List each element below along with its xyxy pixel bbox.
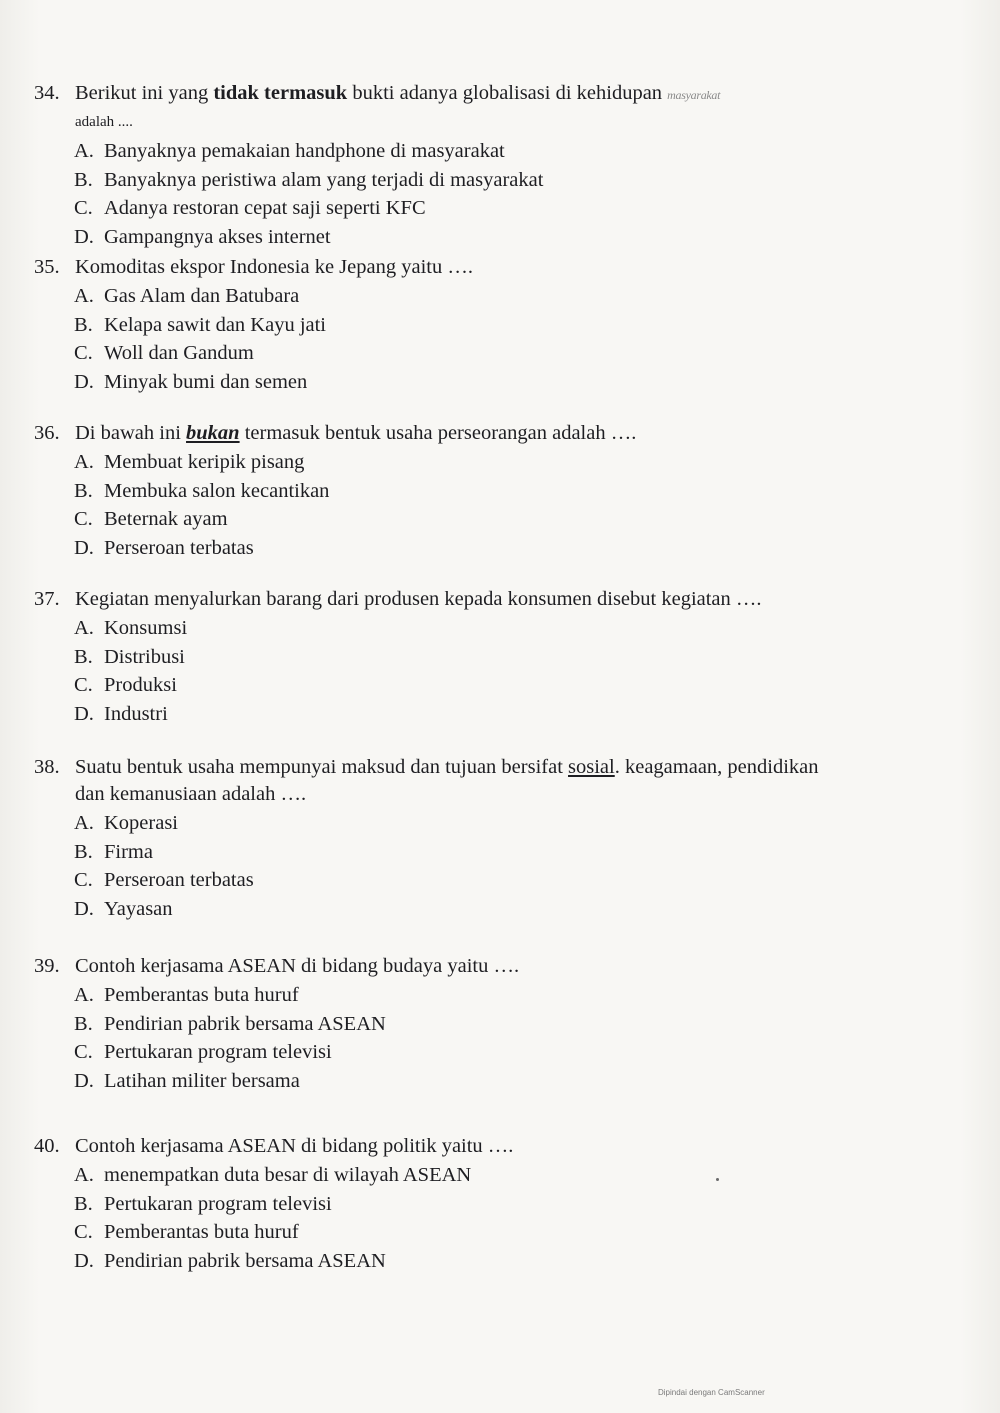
options-list (34, 1161, 944, 1275)
question-text: . keagamaan, pendidikan (614, 756, 819, 778)
option-text: Distribusi (104, 645, 185, 668)
option-b (34, 166, 944, 195)
question-text: Berikut ini yang (75, 82, 214, 104)
option-letter: B. (74, 1012, 93, 1035)
option-c (34, 505, 944, 534)
question-number: 39. (34, 955, 60, 977)
question-underlined: sosial (568, 756, 615, 778)
question-36-stem (34, 420, 944, 447)
option-d (34, 895, 944, 924)
option-text: Gas Alam dan Batubara (104, 285, 300, 307)
option-text: Industri (104, 702, 168, 725)
option-b (34, 477, 944, 506)
option-c (34, 671, 944, 700)
option-text: Pertukaran program televisi (104, 1041, 332, 1064)
question-emphasis: tidak termasuk (213, 82, 348, 104)
question-text: termasuk bentuk usaha perseorangan adalah …. (239, 422, 637, 444)
question-36 (34, 420, 944, 562)
option-d (34, 1067, 944, 1096)
option-d (34, 223, 944, 252)
option-letter: D. (74, 897, 94, 920)
option-letter: C. (74, 1041, 93, 1064)
option-text: Perseroan terbatas (104, 869, 254, 892)
options-list (34, 614, 944, 728)
question-text: bukti adanya globalisasi di kehidupan (347, 82, 668, 104)
option-letter: C. (74, 508, 93, 531)
option-d (34, 1247, 944, 1276)
option-letter: D. (74, 1249, 94, 1272)
option-letter: C. (74, 674, 93, 697)
option-text: Woll dan Gandum (104, 342, 254, 365)
option-text: Pendirian pabrik bersama ASEAN (104, 1012, 386, 1035)
option-text: Yayasan (104, 897, 173, 920)
option-text: Firma (104, 840, 153, 863)
option-c (34, 866, 944, 895)
option-letter: A. (74, 617, 94, 639)
option-text: Kelapa sawit dan Kayu jati (104, 313, 327, 336)
option-text: Produksi (104, 674, 177, 697)
option-letter: A. (74, 1164, 94, 1186)
option-letter: A. (74, 285, 94, 307)
option-letter: B. (74, 840, 93, 863)
option-letter: A. (74, 451, 94, 473)
question-number: 34. (34, 82, 60, 104)
option-letter: B. (74, 645, 93, 668)
question-37-stem (34, 586, 944, 613)
option-text: Banyaknya peristiwa alam yang terjadi di masyarakat (104, 168, 544, 191)
scan-speck (716, 1178, 719, 1181)
question-text: Contoh kerjasama ASEAN di bidang politik yaitu …. (75, 1135, 514, 1157)
option-a (34, 981, 944, 1010)
option-d (34, 534, 944, 563)
question-40-stem (34, 1133, 944, 1160)
option-b (34, 643, 944, 672)
option-text: Latihan militer bersama (104, 1069, 300, 1092)
option-letter: B. (74, 1192, 93, 1215)
option-a (34, 1161, 944, 1190)
option-c (34, 1218, 944, 1247)
option-letter: A. (74, 140, 94, 162)
question-number: 37. (34, 588, 60, 610)
question-text: Contoh kerjasama ASEAN di bidang budaya yaitu …. (75, 955, 520, 977)
options-list (34, 981, 944, 1095)
options-list (34, 282, 944, 396)
option-b (34, 1010, 944, 1039)
question-text: Di bawah ini (75, 422, 187, 444)
option-letter: C. (74, 1221, 93, 1244)
option-letter: B. (74, 479, 93, 502)
option-b (34, 1190, 944, 1219)
scanner-watermark: Dipindai dengan CamScanner (658, 1388, 765, 1397)
option-text: Gampangnya akses internet (104, 225, 331, 248)
question-emphasis: bukan (186, 422, 240, 444)
option-letter: D. (74, 1069, 94, 1092)
option-text: Konsumsi (104, 617, 188, 639)
options-list (34, 809, 944, 923)
option-letter: A. (74, 812, 94, 834)
question-34 (34, 80, 944, 251)
option-letter: C. (74, 869, 93, 892)
question-text: Kegiatan menyalurkan barang dari produsen kepada konsumen disebut kegiatan …. (75, 588, 762, 610)
option-letter: D. (74, 225, 94, 248)
question-text: Suatu bentuk usaha mempunyai maksud dan tujuan bersifat (75, 756, 569, 778)
option-text: Pemberantas buta huruf (104, 984, 299, 1006)
question-35-stem (34, 254, 944, 281)
option-text: Pertukaran program televisi (104, 1192, 332, 1215)
option-c (34, 339, 944, 368)
option-a (34, 448, 944, 477)
option-a (34, 809, 944, 838)
question-number: 36. (34, 422, 60, 444)
options-list (34, 448, 944, 562)
option-letter: D. (74, 370, 94, 393)
option-a (34, 282, 944, 311)
option-d (34, 700, 944, 729)
question-37 (34, 586, 944, 728)
option-text: Banyaknya pemakaian handphone di masyarakat (104, 140, 505, 162)
option-c (34, 1038, 944, 1067)
option-text: Perseroan terbatas (104, 536, 254, 559)
option-text: Pemberantas buta huruf (104, 1221, 299, 1244)
option-letter: D. (74, 536, 94, 559)
question-35 (34, 254, 944, 396)
question-38-stem-continuation: dan kemanusiaan adalah …. (75, 783, 307, 805)
question-39 (34, 953, 944, 1095)
question-34-stem-continuation: adalah .... (75, 114, 133, 130)
question-number: 35. (34, 256, 60, 278)
question-text: Komoditas ekspor Indonesia ke Jepang yaitu …. (75, 256, 473, 278)
option-letter: B. (74, 313, 93, 336)
option-text: menempatkan duta besar di wilayah ASEAN (104, 1164, 472, 1186)
question-38-stem (34, 754, 944, 781)
option-text: Beternak ayam (104, 508, 228, 531)
option-letter: C. (74, 197, 93, 220)
option-text: Membuat keripik pisang (104, 451, 305, 473)
option-text: Adanya restoran cepat saji seperti KFC (104, 197, 426, 220)
option-d (34, 368, 944, 397)
question-faint-text: masyarakat (667, 88, 721, 102)
option-b (34, 311, 944, 340)
question-34-stem (34, 80, 944, 109)
question-38 (34, 754, 944, 923)
question-40 (34, 1133, 944, 1275)
option-text: Pendirian pabrik bersama ASEAN (104, 1249, 386, 1272)
option-a (34, 614, 944, 643)
option-text: Minyak bumi dan semen (104, 370, 308, 393)
option-a (34, 137, 944, 166)
option-letter: D. (74, 702, 94, 725)
option-b (34, 838, 944, 867)
question-number: 38. (34, 756, 60, 778)
option-text: Koperasi (104, 812, 179, 834)
option-letter: B. (74, 168, 93, 191)
option-letter: C. (74, 342, 93, 365)
option-letter: A. (74, 984, 94, 1006)
question-39-stem (34, 953, 944, 980)
options-list (34, 137, 944, 251)
option-text: Membuka salon kecantikan (104, 479, 330, 502)
option-c (34, 194, 944, 223)
question-number: 40. (34, 1135, 60, 1157)
